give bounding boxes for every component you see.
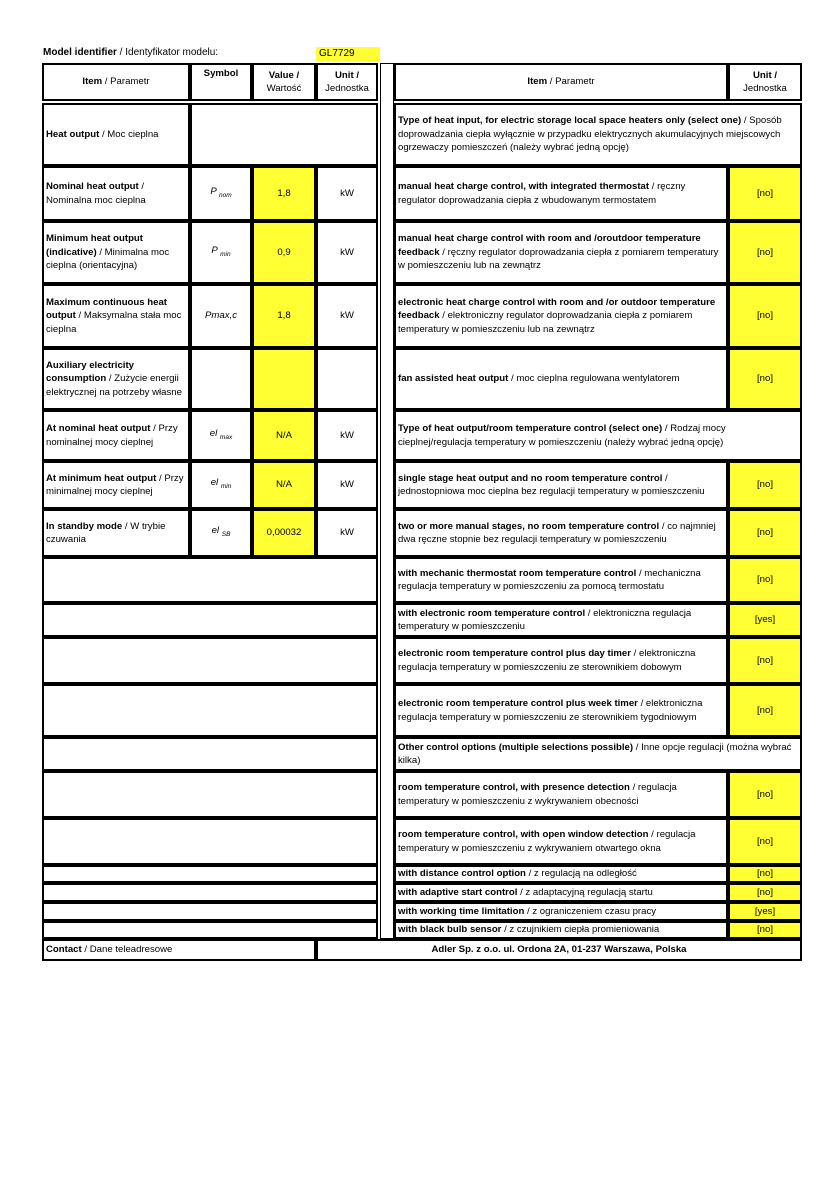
unit-text: kW <box>340 527 354 539</box>
column-separator <box>380 63 394 939</box>
right-row-label: with black bulb sensor / z czujnikiem ciepła promieniowania <box>398 924 660 936</box>
right-row-label: manual heat charge control, with integrated thermostat / ręczny regulator doprowadzania ciepła z wbudowanym termostatem <box>398 181 686 206</box>
header-value <box>252 63 316 101</box>
right-row-unit <box>728 221 802 284</box>
value-text: 0,9 <box>277 246 291 258</box>
left-row-value <box>252 410 316 461</box>
selection-value: [no] <box>756 704 773 716</box>
contact-value: Adler Sp. z o.o. ul. Ordona 2A, 01-237 Warszawa, Polska <box>431 944 687 956</box>
right-section-label: Other control options (multiple selections possible) / Inne opcje regulacji (można wybrać kilka) <box>398 741 792 766</box>
right-row-item <box>394 902 728 921</box>
right-row-label: with distance control option / z regulacją na odległość <box>398 868 637 880</box>
left-row-label: Maximum continuous heat output / Maksymalna stała moc cieplna <box>46 296 182 335</box>
unit-text: kW <box>340 310 354 322</box>
symbol-text: Pmax,c <box>205 310 237 322</box>
header-right-unit-label: Unit / Jednostka <box>743 69 787 94</box>
right-row-unit <box>728 865 802 883</box>
right-section-header <box>394 410 802 461</box>
right-row-item <box>394 557 728 603</box>
symbol-text: el $_{SB}$ <box>211 525 231 539</box>
left-row-symbol <box>190 221 252 284</box>
header-item <box>42 63 190 101</box>
left-row-unit <box>316 509 378 557</box>
left-row-value <box>252 348 316 410</box>
value-text: N/A <box>276 429 292 441</box>
right-row-unit <box>728 818 802 865</box>
selection-value: [no] <box>756 310 773 322</box>
selection-value: [no] <box>756 654 773 666</box>
symbol-text: el $_{min}$ <box>210 477 232 491</box>
left-row-symbol <box>190 410 252 461</box>
left-row-item <box>42 166 190 221</box>
left-empty-row <box>42 771 378 818</box>
unit-text: kW <box>340 187 354 199</box>
left-row-label: Heat output / Moc cieplna <box>46 128 159 140</box>
selection-value: [yes] <box>754 905 776 917</box>
left-row-item <box>42 509 190 557</box>
right-row-unit <box>728 348 802 410</box>
left-empty-row <box>42 684 378 737</box>
right-row-item <box>394 461 728 509</box>
left-row-item <box>42 284 190 348</box>
right-row-unit <box>728 509 802 557</box>
left-empty-row <box>42 902 378 921</box>
right-row-label: room temperature control, with presence detection / regulacja temperatury w pomieszczeniu z wykrywaniem obecności <box>398 782 677 807</box>
right-row-item <box>394 603 728 637</box>
right-section-header <box>394 103 802 166</box>
left-row-item <box>42 221 190 284</box>
selection-value: [no] <box>756 835 773 847</box>
header-right-item <box>394 63 728 101</box>
header-item-label: Item / Parametr <box>82 76 150 88</box>
right-row-unit <box>728 637 802 684</box>
selection-value: [no] <box>756 868 773 880</box>
left-row-unit <box>316 461 378 509</box>
selection-value: [no] <box>756 574 773 586</box>
right-row-label: with adaptive start control / z adaptacyjną regulacją startu <box>398 886 653 898</box>
selection-value: [no] <box>756 373 773 385</box>
left-empty-row <box>42 737 378 771</box>
left-row-item <box>42 461 190 509</box>
right-row-label: with electronic room temperature control / elektroniczna regulacja temperatury w pomieszczeniu <box>398 607 692 632</box>
header-value-label: Value / Wartość <box>266 69 302 94</box>
left-row-item <box>42 410 190 461</box>
right-row-item <box>394 637 728 684</box>
right-row-unit <box>728 684 802 737</box>
unit-text: kW <box>340 246 354 258</box>
right-row-unit <box>728 557 802 603</box>
right-row-unit <box>728 166 802 221</box>
right-row-item <box>394 883 728 902</box>
unit-text: kW <box>340 479 354 491</box>
selection-value: [no] <box>756 886 773 898</box>
left-row-value <box>252 166 316 221</box>
left-empty-row <box>42 883 378 902</box>
symbol-text: P $_{nom}$ <box>210 185 232 199</box>
left-row-label: Minimum heat output (indicative) / Minimalna moc cieplna (orientacyjna) <box>46 233 170 272</box>
contact-label-cell <box>42 939 316 961</box>
left-row-value <box>252 461 316 509</box>
right-row-label: room temperature control, with open window detection / regulacja temperatury w pomieszczeniu z wykrywaniem otwartego okna <box>398 829 696 854</box>
right-row-item <box>394 166 728 221</box>
selection-value: [no] <box>756 527 773 539</box>
left-row-symbol <box>190 166 252 221</box>
selection-value: [yes] <box>754 614 776 626</box>
left-empty-row <box>42 637 378 684</box>
right-row-label: with mechanic thermostat room temperature control / mechaniczna regulacja temperatury w pomieszczeniu za pomocą termostatu <box>398 567 701 592</box>
right-row-unit <box>728 603 802 637</box>
left-row-symbol <box>190 348 252 410</box>
right-section-label: Type of heat output/room temperature control (select one) / Rodzaj mocy cieplnej/regulacja temperatury w pomieszczeniu (należy wybrać jedną opcję) <box>398 423 726 448</box>
selection-value: [no] <box>756 788 773 800</box>
left-row-item <box>42 348 190 410</box>
left-row-label: Nominal heat output / Nominalna moc cieplna <box>46 181 146 206</box>
left-empty-row <box>42 818 378 865</box>
symbol-text: el $_{max}$ <box>209 427 233 441</box>
unit-text: kW <box>340 429 354 441</box>
right-row-item <box>394 509 728 557</box>
right-row-item <box>394 921 728 939</box>
right-row-label: electronic room temperature control plus week timer / elektroniczna regulacja temperatury w pomieszczeniu ze sterownikiem tygodniowym <box>398 698 703 723</box>
right-row-label: electronic heat charge control with room and /or outdoor temperature feedback / elektroniczny regulator doprowadzania ciepła z pomiarem temperatury w pomieszczeniu lub na zewnątrz <box>398 296 716 335</box>
left-row-value <box>252 221 316 284</box>
value-text: N/A <box>276 479 292 491</box>
left-row-value <box>252 509 316 557</box>
right-row-item <box>394 348 728 410</box>
right-row-label: with working time limitation / z ograniczeniem czasu pracy <box>398 905 657 917</box>
left-row-unit <box>316 410 378 461</box>
model-identifier-value: GL7729 <box>316 47 380 61</box>
right-section-label: Type of heat input, for electric storage local space heaters only (select one) / Sposób doprowadzania ciepła wyłącznie w przypadku elektrycznych akumulacyjnych miejscowych ogrzewaczy pomieszczeń (należy wybrać jedną opcję) <box>398 115 782 154</box>
right-row-item <box>394 684 728 737</box>
left-row-unit <box>316 166 378 221</box>
right-row-item <box>394 865 728 883</box>
right-row-label: fan assisted heat output / moc cieplna regulowana wentylatorem <box>398 373 680 385</box>
left-row-label: At nominal heat output / Przy nominalnej mocy cieplnej <box>46 423 178 448</box>
header-symbol-label: Symbol <box>203 68 239 79</box>
selection-value: [no] <box>756 924 773 936</box>
right-row-item <box>394 284 728 348</box>
left-row-blank <box>190 103 378 166</box>
left-row-unit <box>316 284 378 348</box>
model-identifier-label: Model identifier / Identyfikator modelu: <box>43 47 219 58</box>
left-row-symbol <box>190 509 252 557</box>
value-text: 1,8 <box>277 187 291 199</box>
left-row-label: In standby mode / W trybie czuwania <box>46 520 166 545</box>
contact-value-cell <box>316 939 802 961</box>
right-row-unit <box>728 883 802 902</box>
left-row-symbol <box>190 284 252 348</box>
left-row-unit <box>316 348 378 410</box>
left-row-symbol <box>190 461 252 509</box>
header-right-item-label: Item / Parametr <box>527 76 595 88</box>
header-symbol <box>190 63 252 101</box>
value-text: 1,8 <box>277 310 291 322</box>
header-unit-label: Unit / Jednostka <box>325 69 369 94</box>
right-row-item <box>394 771 728 818</box>
value-text: 0,00032 <box>266 527 302 539</box>
header-right-unit <box>728 63 802 101</box>
right-row-label: single stage heat output and no room temperature control / jednostopniowa moc cieplna bez regulacji temperatury w pomieszczeniu <box>398 472 705 497</box>
contact-label: Contact / Dane teleadresowe <box>46 944 173 956</box>
right-row-unit <box>728 284 802 348</box>
left-row-label: At minimum heat output / Przy minimalnej mocy cieplnej <box>46 472 184 497</box>
selection-value: [no] <box>756 187 773 199</box>
right-row-label: two or more manual stages, no room temperature control / co najmniej dwa ręczne stopnie bez regulacji temperatury w pomieszczeniu <box>398 520 716 545</box>
left-row-label: Auxiliary electricity consumption / Zużycie energii elektrycznej na potrzeby własne <box>46 359 182 398</box>
right-row-label: electronic room temperature control plus day timer / elektroniczna regulacja temperatury w pomieszczeniu ze sterownikiem dobowym <box>398 648 696 673</box>
left-empty-row <box>42 603 378 637</box>
right-row-item <box>394 818 728 865</box>
left-row-value <box>252 284 316 348</box>
header-unit <box>316 63 378 101</box>
right-row-label: manual heat charge control with room and /oroutdoor temperature feedback / ręczny regulator doprowadzania ciepła z pomiarem temperatury w pomieszczeniu lub na zewnątrz <box>398 233 719 272</box>
selection-value: [no] <box>756 479 773 491</box>
selection-value: [no] <box>756 246 773 258</box>
right-row-unit <box>728 771 802 818</box>
left-empty-row <box>42 921 378 939</box>
right-section-header <box>394 737 802 771</box>
left-row-unit <box>316 221 378 284</box>
left-empty-row <box>42 865 378 883</box>
left-empty-row <box>42 557 378 603</box>
right-row-item <box>394 221 728 284</box>
symbol-text: P $_{min}$ <box>211 244 231 258</box>
right-row-unit <box>728 921 802 939</box>
right-row-unit <box>728 902 802 921</box>
right-row-unit <box>728 461 802 509</box>
left-row-item <box>42 103 190 166</box>
